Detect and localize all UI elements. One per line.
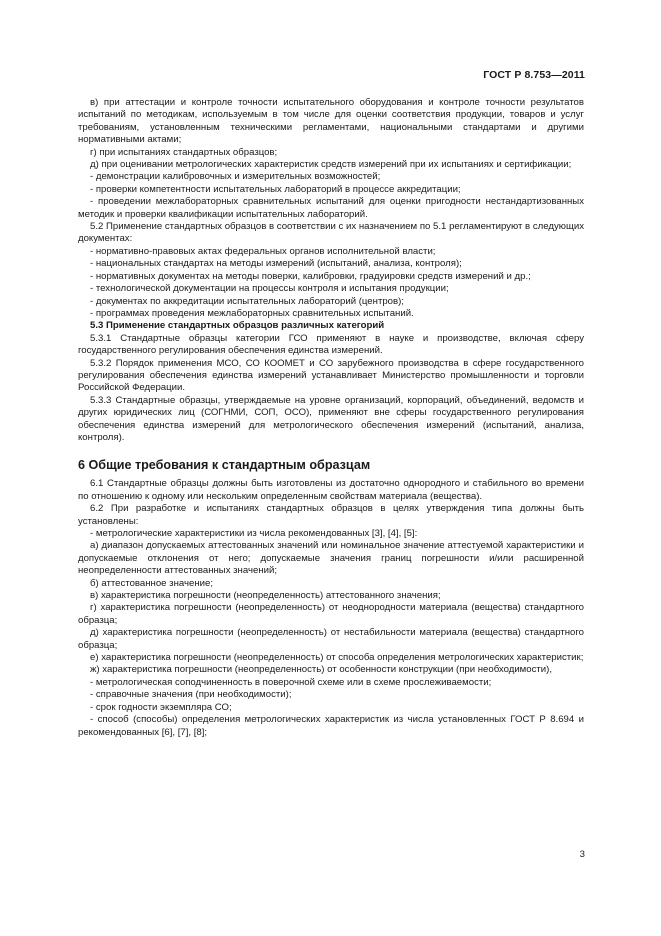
paragraph: в) при аттестации и контроле точности испытательного оборудования и контроле точности результатов испытаний по методикам, используемым в том числе для оценки соответствия продукции, товаров и услуг требованиям, установленным техническими регламентами, национальными стандартами и другими нормативными актами; bbox=[78, 97, 584, 146]
section-6-title: 6 Общие требования к стандартным образцам bbox=[78, 458, 371, 473]
paragraph: - метрологическая соподчиненность в поверочной схеме или в схеме прослеживаемости; bbox=[90, 676, 492, 688]
paragraph: - проведении межлабораторных сравнительных испытаний для оценки пригодности нестандартизованных методик и проверки квалификации испытательных лабораторий. bbox=[78, 196, 584, 220]
paragraph: 5.3.3 Стандартные образцы, утверждаемые на уровне организаций, корпораций, объединений, ведомств и других юридических лиц (СОГНМИ, СОП, ОСО), применяют вне сферы государственного регулирования обеспечения единства измерений для метрологического обеспечения измерений (испытаний, анализа, контроля). bbox=[78, 394, 584, 443]
paragraph: - документах по аккредитации испытательных лабораторий (центров); bbox=[90, 295, 404, 307]
paragraph: - национальных стандартах на методы измерений (испытаний, анализа, контроля); bbox=[90, 258, 462, 270]
paragraphs-before-section bbox=[78, 97, 584, 444]
paragraphs-after-section bbox=[78, 478, 584, 739]
paragraph: е) характеристика погрешности (неопределенность) от способа определения метрологических характеристик; bbox=[90, 652, 584, 664]
paragraph: 6.2 При разработке и испытаниях стандартных образцов в целях утверждения типа должны быть установлены: bbox=[78, 503, 584, 527]
paragraph: 5.3.1 Стандартные образцы категории ГСО применяют в науке и производстве, включая сферу государственного регулирования обеспечения единства измерений. bbox=[78, 332, 584, 357]
paragraph: а) диапазон допускаемых аттестованных значений или номинальное значение аттестуемой характеристики и допускаемые отклонения от него; допускаемые значения границ погрешности и/или расширенной неопределенности аттестованных значений; bbox=[78, 540, 584, 577]
paragraph: в) характеристика погрешности (неопределенность) аттестованного значения; bbox=[90, 590, 441, 602]
paragraph: 6.1 Стандартные образцы должны быть изготовлены из достаточно однородного и стабильного во времени по отношению к одному или нескольким определенным свойствам материала (вещества). bbox=[78, 478, 584, 502]
paragraph: д) при оценивании метрологических характеристик средств измерений при их испытаниях и сертификации; bbox=[90, 159, 572, 171]
paragraph: - технологической документации на процессы контроля и испытания продукции; bbox=[90, 283, 449, 295]
paragraph: 5.3.2 Порядок применения МСО, СО КООМЕТ и СО зарубежного производства в сфере государственного регулирования обеспечения единства измерений устанавливает Министерство промышленности и торговли Российской Федерации. bbox=[78, 357, 584, 394]
paragraph: г) при испытаниях стандартных образцов; bbox=[90, 146, 278, 158]
page-number: 3 bbox=[579, 849, 585, 860]
paragraph: г) характеристика погрешности (неопределенность) от неоднородности материала (вещества) стандартного образца; bbox=[78, 602, 584, 626]
paragraph: 5.2 Применение стандартных образцов в соответствии с их назначением по 5.1 регламентируют в следующих документах: bbox=[78, 221, 584, 245]
document-body bbox=[78, 97, 584, 739]
document-code: ГОСТ Р 8.753—2011 bbox=[483, 69, 585, 81]
paragraph: - проверки компетентности испытательных лабораторий в процессе аккредитации; bbox=[90, 183, 461, 195]
paragraph: - метрологические характеристики из числа рекомендованных [3], [4], [5]: bbox=[90, 528, 418, 539]
paragraph: - демонстрации калибровочных и измерительных возможностей; bbox=[90, 171, 381, 183]
paragraph: - срок годности экземпляра СО; bbox=[90, 701, 232, 713]
paragraph: - способ (способы) определения метрологических характеристик из числа установленных ГОСТ Р 8.694 и рекомендованных [6], [7], [8]; bbox=[78, 714, 584, 738]
paragraph: д) характеристика погрешности (неопределенность) от нестабильности материала (вещества) стандартного образца; bbox=[78, 627, 584, 651]
paragraph: - программах проведения межлабораторных сравнительных испытаний. bbox=[90, 307, 414, 319]
paragraph: - нормативных документах на методы поверки, калибровки, градуировки средств измерений и др.; bbox=[90, 270, 531, 282]
paragraph: - нормативно-правовых актах федеральных органов исполнительной власти; bbox=[90, 245, 436, 257]
paragraph: ж) характеристика погрешности (неопределенность) от особенности конструкции (при необходимости), bbox=[90, 664, 553, 676]
subsection-heading: 5.3 Применение стандартных образцов различных категорий bbox=[90, 320, 385, 332]
paragraph: б) аттестованное значение; bbox=[90, 577, 213, 589]
paragraph: - справочные значения (при необходимости); bbox=[90, 689, 292, 701]
